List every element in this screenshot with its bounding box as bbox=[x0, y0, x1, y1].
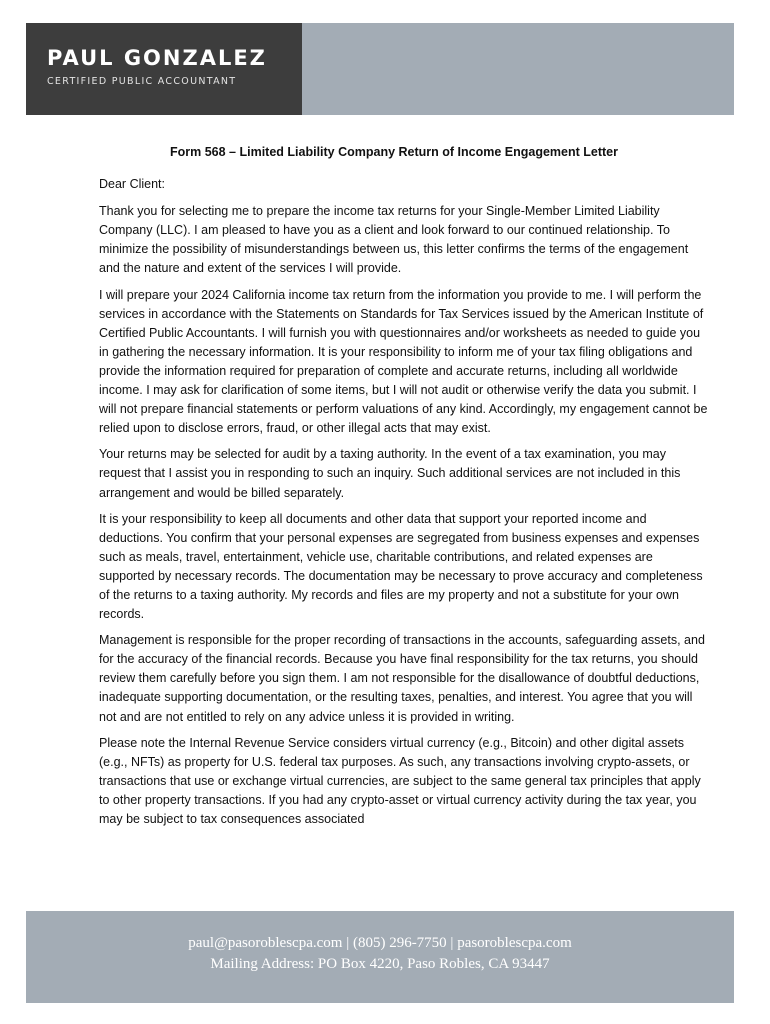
letter-title: Form 568 – Limited Liability Company Return of Income Engagement Letter bbox=[170, 145, 618, 159]
footer-mailing-address: Mailing Address: PO Box 4220, Paso Robles, CA 93447 bbox=[210, 956, 550, 972]
footer-contact-line: paul@pasoroblescpa.com | (805) 296-7750 | pasoroblescpa.com bbox=[188, 935, 572, 951]
paragraph-2: I will prepare your 2024 California income tax return from the information you provide to me. I will perform the services in accordance with the Statements on Standards for Tax Services issued by the American Institute of Certified Public Accountants. I will furnish you with questionnaires and/or worksheets as needed to guide you in gathering the necessary information. It is your responsibility to inform me of your tax filing obligations and provide the information required for preparation of complete and accurate returns, including all worldwide income. I may ask for clarification of some items, but I will not audit or otherwise verify the data you submit. I will not prepare financial statements or perform valuations of any kind. Accordingly, my engagement cannot be relied upon to disclose errors, fraud, or other illegal acts that may exist. bbox=[99, 287, 708, 436]
paragraph-5: Management is responsible for the proper recording of transactions in the accounts, safeguarding assets, and for the accuracy of the financial records. Because you have final responsibility for the tax returns, you should review them carefully before you sign them. I am not responsible for the disallowance of doubtful deductions, inadequate supporting documentation, or the resulting taxes, penalties, and interest. You agree that you will not and are not entitled to rely on any advice unless it is provided in writing. bbox=[99, 633, 705, 724]
letter-footer bbox=[26, 911, 734, 1003]
firm-subtitle: CERTIFIED PUBLIC ACCOUNTANT bbox=[47, 76, 237, 87]
paragraph-1: Thank you for selecting me to prepare the income tax returns for your Single-Member Limited Liability Company (LLC). I am pleased to have you as a client and look forward to our continued relationship. To minimize the possibility of misunderstandings between us, this letter confirms the terms of the engagement and the nature and extent of the services I will provide. bbox=[99, 204, 689, 276]
letterhead-brand-block bbox=[26, 23, 302, 115]
paragraph-4: It is your responsibility to keep all documents and other data that support your reported income and deductions. You confirm that your personal expenses are segregated from business expenses and expenses such as meals, travel, entertainment, vehicle use, charitable contributions, and related expenses are supported by necessary records. The documentation may be necessary to prove accuracy and completeness of the returns to a taxing authority. My records and files are my property and not a substitute for your own records. bbox=[99, 511, 703, 622]
paragraph-6: Please note the Internal Revenue Service considers virtual currency (e.g., Bitcoin) and other digital assets (e.g., NFTs) as property for U.S. federal tax purposes. As such, any transactions involving crypto-assets, or transactions that use or exchange virtual currencies, are subject to the same general tax principles that apply to other property transactions. If you had any crypto-asset or virtual currency activity during the tax year, you may be subject to tax consequences associated bbox=[99, 735, 701, 826]
firm-name: PAUL GONZALEZ bbox=[47, 46, 267, 70]
letter-body bbox=[99, 140, 711, 836]
paragraph-3: Your returns may be selected for audit by a taxing authority. In the event of a tax examination, you may request that I assist you in responding to such an inquiry. Such additional services are not included in this arrangement and would be billed separately. bbox=[99, 447, 681, 500]
letterhead-banner bbox=[26, 23, 734, 115]
salutation: Dear Client: bbox=[99, 177, 165, 192]
